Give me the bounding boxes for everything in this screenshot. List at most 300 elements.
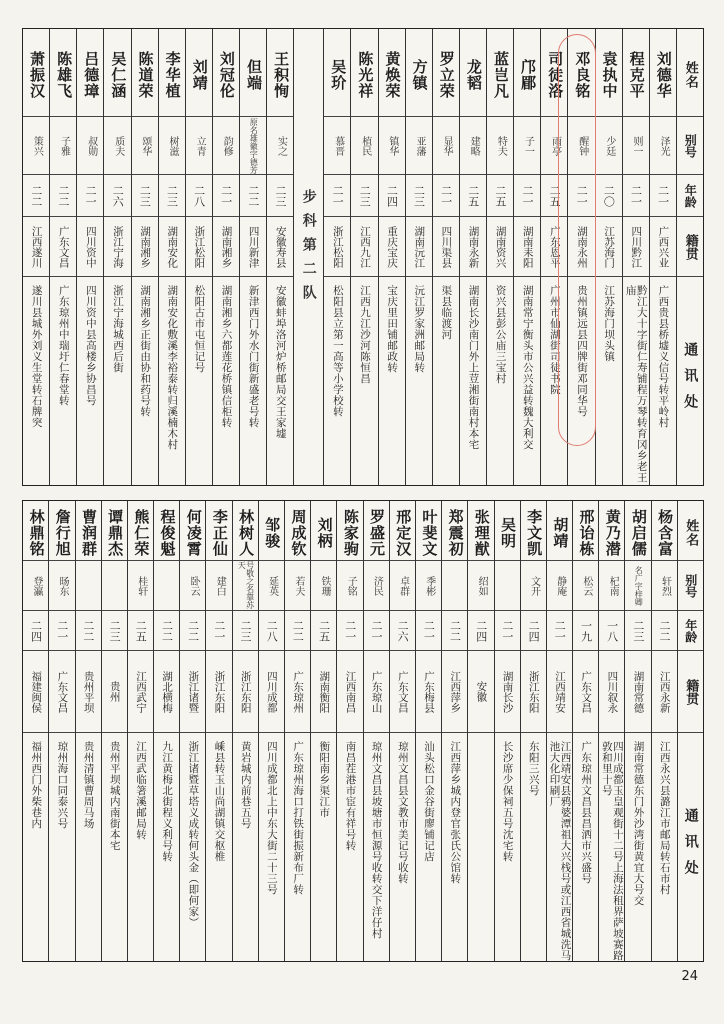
person-name: 郑震初 xyxy=(442,501,467,561)
person-age: 二二 xyxy=(442,611,467,651)
person-address: 浙江诸暨草塔义成转何头金（即何家） xyxy=(187,741,200,928)
person-age: 二四 xyxy=(23,611,48,651)
person-column xyxy=(494,501,520,961)
person-column xyxy=(23,501,48,961)
person-address: 福州西门外柴巷内 xyxy=(30,741,43,829)
person-origin: 重庆宝庆 xyxy=(379,217,405,277)
person-origin: 浙江东阳 xyxy=(206,651,231,733)
person-column xyxy=(23,29,49,485)
person-origin: 四川新津 xyxy=(240,217,266,277)
person-origin: 广东文昌 xyxy=(49,651,74,733)
person-alias: 显华 xyxy=(433,117,459,175)
person-alias: 少廷 xyxy=(596,117,622,175)
person-age: 二一 xyxy=(77,175,103,217)
person-column xyxy=(48,501,74,961)
person-alias: 登瀛 xyxy=(23,561,48,611)
person-alias: 质夫 xyxy=(104,117,130,175)
person-alias: 泽光 xyxy=(650,117,676,175)
person-origin: 湖南安化 xyxy=(159,217,185,277)
roster-table-bottom xyxy=(22,500,704,962)
person-origin: 湖南永州 xyxy=(568,217,594,277)
person-address: 渠县临渡河 xyxy=(440,285,453,340)
person-origin: 江西永新 xyxy=(652,651,677,733)
person-address: 浙江宁海城西后街 xyxy=(111,285,124,373)
person-alias: 松云 xyxy=(573,561,598,611)
person-alias: 号敬之名靠苏天 xyxy=(233,561,258,611)
person-address: 嵊县转玉山尚湖镇交枢椎 xyxy=(213,741,226,862)
person-column xyxy=(76,29,103,485)
person-address: 湖南湘乡六都莲花桥镇信柜转 xyxy=(220,285,233,428)
person-address: 东阳三兴号 xyxy=(527,741,540,796)
person-address: 湖南常德东门外沙湾街黄宜大号交 xyxy=(632,741,645,906)
person-age: 二二 xyxy=(23,175,49,217)
person-name: 程俊魁 xyxy=(154,501,179,561)
person-origin: 湖南湘乡 xyxy=(132,217,158,277)
person-column xyxy=(179,501,205,961)
person-name: 熊仁荣 xyxy=(128,501,153,561)
person-address: 四川成都玉皇观街十二号上海法租界萨坡赛路敦和里十号 xyxy=(600,741,624,961)
person-name: 李文凯 xyxy=(521,501,546,561)
person-alias: 济民 xyxy=(364,561,389,611)
person-name: 司徒洛 xyxy=(541,29,567,117)
person-address: 湖南安化敷溪李裕泰转归溪楠木村 xyxy=(166,285,179,450)
person-age: 二五 xyxy=(460,175,486,217)
person-alias: 延英 xyxy=(259,561,284,611)
person-origin: 浙江东阳 xyxy=(521,651,546,733)
person-age: 二三 xyxy=(267,175,293,217)
person-name: 林鼎铭 xyxy=(23,501,48,561)
person-alias: 卓群 xyxy=(390,561,415,611)
person-address: 湖南长沙南门外上荳湘街南村本宅 xyxy=(467,285,480,450)
person-name: 李华植 xyxy=(159,29,185,117)
person-age: 二一 xyxy=(49,611,74,651)
person-age: 二一 xyxy=(495,611,520,651)
person-origin: 广东文昌 xyxy=(390,651,415,733)
person-column xyxy=(540,29,567,485)
person-address: 松阳古市屯恒记号 xyxy=(193,285,206,373)
person-alias: 子一 xyxy=(514,117,540,175)
person-age: 二二 xyxy=(240,175,266,217)
person-alias: 子雅 xyxy=(50,117,76,175)
person-column xyxy=(513,29,540,485)
person-age: 二一 xyxy=(206,611,231,651)
person-column xyxy=(486,29,513,485)
header-alias: 别号 xyxy=(677,117,703,175)
person-alias: 子铭 xyxy=(337,561,362,611)
person-alias: 镇华 xyxy=(379,117,405,175)
person-name: 李正仙 xyxy=(206,501,231,561)
person-column xyxy=(284,501,310,961)
person-column xyxy=(546,501,572,961)
person-origin: 浙江松阳 xyxy=(324,217,350,277)
person-address: 琼州海口同泰兴号 xyxy=(56,741,69,829)
person-alias: 绍如 xyxy=(468,561,493,611)
person-age: 二三 xyxy=(351,175,377,217)
person-name: 陈雄飞 xyxy=(50,29,76,117)
person-age: 一八 xyxy=(599,611,624,651)
person-column xyxy=(432,29,459,485)
person-name: 刘靖 xyxy=(186,29,212,117)
person-name: 黄焕荣 xyxy=(379,29,405,117)
person-origin: 安徽 xyxy=(468,651,493,733)
person-origin: 湖南耒阳 xyxy=(514,217,540,277)
person-origin: 江西萍乡 xyxy=(442,651,467,733)
person-alias: 策兴 xyxy=(23,117,49,175)
person-age: 二一 xyxy=(433,175,459,217)
person-alias: 叔勋 xyxy=(77,117,103,175)
person-alias: 醒钟 xyxy=(568,117,594,175)
person-column xyxy=(127,501,153,961)
person-address: 长沙席少保祠五号沈宅转 xyxy=(501,741,514,862)
person-alias: 若夫 xyxy=(285,561,310,611)
person-origin: 广东琼山 xyxy=(364,651,389,733)
person-name: 吴仁涵 xyxy=(104,29,130,117)
person-address: 南昌茬港市宦有祥号转 xyxy=(344,741,357,851)
person-alias: 原名雄徽字德芳 xyxy=(240,117,266,175)
person-age: 二一 xyxy=(324,175,350,217)
person-column xyxy=(572,501,598,961)
person-column xyxy=(598,501,624,961)
person-origin: 浙江宁海 xyxy=(104,217,130,277)
person-address: 江西靖安县鸦婆潭祖大兴栈号或江西省城洗马池大化印刷厂 xyxy=(548,741,572,961)
person-name: 邢定汉 xyxy=(390,501,415,561)
person-address: 江西九江沙河陈恒昌 xyxy=(358,285,371,384)
header-age: 年龄 xyxy=(677,175,703,217)
person-origin: 浙江东阳 xyxy=(233,651,258,733)
person-age: 二二 xyxy=(652,611,677,651)
person-address: 遂川县城外刘义生堂转石牌突 xyxy=(30,285,43,428)
person-address: 宝庆里田铺邮政转 xyxy=(386,285,399,373)
person-age: 一九 xyxy=(573,611,598,651)
person-column xyxy=(49,29,76,485)
person-age: 二八 xyxy=(259,611,284,651)
person-alias: 颂华 xyxy=(132,117,158,175)
person-origin: 广东梅县 xyxy=(416,651,441,733)
person-age: 二五 xyxy=(128,611,153,651)
person-age: 二五 xyxy=(541,175,567,217)
person-name: 谭鼎杰 xyxy=(102,501,127,561)
person-age: 二一 xyxy=(514,175,540,217)
person-origin: 福建闽侯 xyxy=(23,651,48,733)
header-age: 年龄 xyxy=(678,611,703,651)
person-name: 程克平 xyxy=(623,29,649,117)
person-alias xyxy=(442,561,467,611)
person-age: 二一 xyxy=(337,611,362,651)
person-alias: 建略 xyxy=(460,117,486,175)
person-alias xyxy=(76,561,101,611)
section-label: 步科第二队 xyxy=(293,29,323,485)
person-alias xyxy=(102,561,127,611)
person-column xyxy=(158,29,185,485)
person-column xyxy=(101,501,127,961)
person-name: 陈光祥 xyxy=(351,29,377,117)
person-column xyxy=(239,29,266,485)
person-column xyxy=(266,29,293,485)
person-origin: 湖北横梅 xyxy=(154,651,179,733)
person-column xyxy=(205,501,231,961)
person-origin: 广东琼州 xyxy=(285,651,310,733)
person-column xyxy=(323,29,350,485)
person-name: 林树人 xyxy=(233,501,258,561)
person-name: 刘柄 xyxy=(311,501,336,561)
person-address: 四川资中县高楼乡协昌号 xyxy=(84,285,97,406)
person-alias: 植民 xyxy=(351,117,377,175)
person-column xyxy=(415,501,441,961)
person-origin: 四川叙永 xyxy=(599,651,624,733)
person-name: 张理猷 xyxy=(468,501,493,561)
header-address: 通讯处 xyxy=(682,342,699,420)
header-origin: 籍贯 xyxy=(678,651,703,733)
person-age: 二一 xyxy=(623,175,649,217)
person-origin: 四川成都 xyxy=(259,651,284,733)
person-address: 安徽蚌埠洛河炉桥邮局交王家墟 xyxy=(274,285,287,439)
person-name: 王积恂 xyxy=(267,29,293,117)
person-alias: 旸东 xyxy=(49,561,74,611)
person-address: 琼州文昌县文教市美记号收转 xyxy=(396,741,409,884)
person-column xyxy=(336,501,362,961)
person-alias: 树滋 xyxy=(159,117,185,175)
person-alias: 则一 xyxy=(623,117,649,175)
person-name: 吴明 xyxy=(495,501,520,561)
person-name: 叶斐文 xyxy=(416,501,441,561)
person-address: 广西贵县桥墟义信号转平岭村 xyxy=(657,285,670,428)
person-name: 曹润群 xyxy=(76,501,101,561)
person-alias: 卧云 xyxy=(180,561,205,611)
person-name: 黄乃潜 xyxy=(599,501,624,561)
person-alias: 季彬 xyxy=(416,561,441,611)
person-age: 二三 xyxy=(625,611,650,651)
header-alias: 别号 xyxy=(678,561,703,611)
person-origin: 江西九江 xyxy=(351,217,377,277)
person-alias: 桂轩 xyxy=(128,561,153,611)
person-alias: 杞南 xyxy=(599,561,624,611)
person-alias: 轩烈 xyxy=(652,561,677,611)
person-age: 二一 xyxy=(364,611,389,651)
person-name: 邝郿 xyxy=(514,29,540,117)
person-origin: 湖南沅江 xyxy=(406,217,432,277)
person-name: 周成钦 xyxy=(285,501,310,561)
person-column xyxy=(310,501,336,961)
person-name: 方镇 xyxy=(406,29,432,117)
person-age: 二二 xyxy=(154,611,179,651)
person-age: 二三 xyxy=(132,175,158,217)
header-address: 通讯处 xyxy=(682,808,699,886)
person-age: 二二 xyxy=(285,611,310,651)
person-name: 吕德璋 xyxy=(77,29,103,117)
person-origin: 湖南永新 xyxy=(460,217,486,277)
person-column xyxy=(567,29,594,485)
person-origin: 贵州平坝 xyxy=(76,651,101,733)
person-address: 贵州镇远县四牌街邓同华号 xyxy=(575,285,588,417)
person-name: 邓良铭 xyxy=(568,29,594,117)
person-alias: 慕晋 xyxy=(324,117,350,175)
person-alias: 静庵 xyxy=(547,561,572,611)
person-alias: 立青 xyxy=(186,117,212,175)
person-origin: 四川渠县 xyxy=(433,217,459,277)
person-address: 广东琼州海口打铁街振新布厂转 xyxy=(292,741,305,895)
person-origin: 广西兴业 xyxy=(650,217,676,277)
person-name: 刘冠伦 xyxy=(213,29,239,117)
person-age: 二一 xyxy=(547,611,572,651)
person-column xyxy=(405,29,432,485)
person-age: 二二 xyxy=(50,175,76,217)
person-alias: 建白 xyxy=(206,561,231,611)
person-age: 二一 xyxy=(213,175,239,217)
person-name: 罗盛元 xyxy=(364,501,389,561)
person-address: 贵州平坝城内南街本宅 xyxy=(108,741,121,851)
person-column xyxy=(131,29,158,485)
person-address: 资兴县彭公庙三宝村 xyxy=(494,285,507,384)
person-age: 二四 xyxy=(379,175,405,217)
person-age: 二三 xyxy=(233,611,258,651)
person-name: 龙韬 xyxy=(460,29,486,117)
person-name: 萧振汉 xyxy=(23,29,49,117)
person-origin: 江西武宁 xyxy=(128,651,153,733)
person-column xyxy=(467,501,493,961)
person-alias: 韵修 xyxy=(213,117,239,175)
person-origin: 四川黔江 xyxy=(623,217,649,277)
person-age: 二三 xyxy=(406,175,432,217)
person-origin: 浙江诸暨 xyxy=(180,651,205,733)
person-origin: 湖南常德 xyxy=(625,651,650,733)
roster-table-top xyxy=(22,28,704,486)
person-name: 邹骏 xyxy=(259,501,284,561)
person-address: 汕头松口金谷街廖铺记店 xyxy=(423,741,436,862)
person-age: 二五 xyxy=(311,611,336,651)
person-name: 但端 xyxy=(240,29,266,117)
person-alias: 特夫 xyxy=(487,117,513,175)
person-age: 二四 xyxy=(468,611,493,651)
person-age: 二一 xyxy=(650,175,676,217)
person-origin: 湖南长沙 xyxy=(495,651,520,733)
person-column xyxy=(103,29,130,485)
person-address: 衡阳南乡渠江市 xyxy=(318,741,331,818)
person-column xyxy=(185,29,212,485)
person-address: 广州市仙湖街司徒书院 xyxy=(548,285,561,395)
person-name: 袁执中 xyxy=(596,29,622,117)
person-alias: 实之 xyxy=(267,117,293,175)
person-age: 二二 xyxy=(76,611,101,651)
person-name: 陈道荣 xyxy=(132,29,158,117)
person-name: 詹行旭 xyxy=(49,501,74,561)
person-age: 二四 xyxy=(521,611,546,651)
person-address: 琼州文昌县坡塘市恒源号收转交下洋仔村 xyxy=(370,741,383,939)
person-address: 松阳县立第一高等小学校转 xyxy=(331,285,344,417)
person-column xyxy=(350,29,377,485)
person-age: 二八 xyxy=(186,175,212,217)
person-origin: 广东文昌 xyxy=(50,217,76,277)
person-address: 江西武临箸溪邮局转 xyxy=(134,741,147,840)
person-column xyxy=(363,501,389,961)
person-age: 二三 xyxy=(102,611,127,651)
person-address: 四川成都北上中东大街二十三号 xyxy=(265,741,278,895)
person-alias: 名广字梓卿 xyxy=(625,561,650,611)
person-name: 蓝岂凡 xyxy=(487,29,513,117)
person-name: 刘德华 xyxy=(650,29,676,117)
person-name: 杨含富 xyxy=(652,501,677,561)
person-address: 江西萍乡城内登官张氏公馆转 xyxy=(449,741,462,884)
person-origin: 贵州 xyxy=(102,651,127,733)
person-column xyxy=(378,29,405,485)
person-column xyxy=(651,501,677,961)
header-column xyxy=(676,29,703,485)
person-address: 江苏海门坝头镇 xyxy=(603,285,616,362)
page-number: 24 xyxy=(681,969,698,984)
person-origin: 江西靖安 xyxy=(547,651,572,733)
person-name: 罗立荣 xyxy=(433,29,459,117)
person-alias: 文开 xyxy=(521,561,546,611)
header-column xyxy=(677,501,703,961)
person-column xyxy=(75,501,101,961)
person-column xyxy=(624,501,650,961)
header-name: 姓名 xyxy=(678,501,703,561)
person-column xyxy=(459,29,486,485)
person-address: 黄岩城内前巷五号 xyxy=(239,741,252,829)
person-alias: 雨亭 xyxy=(541,117,567,175)
person-name: 吴玠 xyxy=(324,29,350,117)
person-age: 二一 xyxy=(568,175,594,217)
person-column xyxy=(441,501,467,961)
person-address xyxy=(468,733,493,961)
person-address: 广东琼州中瑞圩仁春堂转 xyxy=(57,285,70,406)
person-column xyxy=(520,501,546,961)
person-column xyxy=(389,501,415,961)
person-origin: 安徽寿县 xyxy=(267,217,293,277)
person-origin: 湖南衡阳 xyxy=(311,651,336,733)
person-alias xyxy=(154,561,179,611)
person-address: 湖南常宁衡头市公兴益转魏大利交 xyxy=(521,285,534,450)
person-column xyxy=(212,29,239,485)
person-address: 沅江罗家洲邮局转 xyxy=(413,285,426,373)
person-address: 广东琼州文昌县昌洒市兴盛号 xyxy=(580,741,593,884)
person-name: 何凌霄 xyxy=(180,501,205,561)
person-origin: 四川资中 xyxy=(77,217,103,277)
person-column xyxy=(258,501,284,961)
person-origin: 江西遂川 xyxy=(23,217,49,277)
person-column xyxy=(649,29,676,485)
person-origin: 湖南资兴 xyxy=(487,217,513,277)
person-age: 二六 xyxy=(390,611,415,651)
person-address: 九江黄梅北街程义利号转 xyxy=(161,741,174,862)
person-age: 二三 xyxy=(159,175,185,217)
person-origin: 湖南湘乡 xyxy=(213,217,239,277)
person-age: 二一 xyxy=(416,611,441,651)
person-column xyxy=(232,501,258,961)
person-alias: 亚藩 xyxy=(406,117,432,175)
person-age: 二二 xyxy=(180,611,205,651)
header-name: 姓名 xyxy=(677,29,703,117)
person-address: 江西永兴县潞江市邮局转石市村 xyxy=(658,741,671,895)
person-address: 贵州清镇曹周马场 xyxy=(82,741,95,829)
person-column xyxy=(153,501,179,961)
person-origin: 广东恩平 xyxy=(541,217,567,277)
person-origin: 浙江松阳 xyxy=(186,217,212,277)
person-name: 陈家驹 xyxy=(337,501,362,561)
person-address: 黔江大十字街仁寿铺程万琴转育冈乡老王庙 xyxy=(624,285,648,483)
person-age: 二六 xyxy=(104,175,130,217)
person-alias xyxy=(495,561,520,611)
person-age: 二〇 xyxy=(596,175,622,217)
person-alias: 铁珊 xyxy=(311,561,336,611)
person-name: 邢诒栋 xyxy=(573,501,598,561)
person-name: 胡启儒 xyxy=(625,501,650,561)
person-origin: 江苏海门 xyxy=(596,217,622,277)
header-origin: 籍贯 xyxy=(677,217,703,277)
person-address: 新津西门外水门街新盛老号转 xyxy=(247,285,260,428)
person-name: 胡靖 xyxy=(547,501,572,561)
person-origin: 江西南昌 xyxy=(337,651,362,733)
person-origin: 广东文昌 xyxy=(573,651,598,733)
